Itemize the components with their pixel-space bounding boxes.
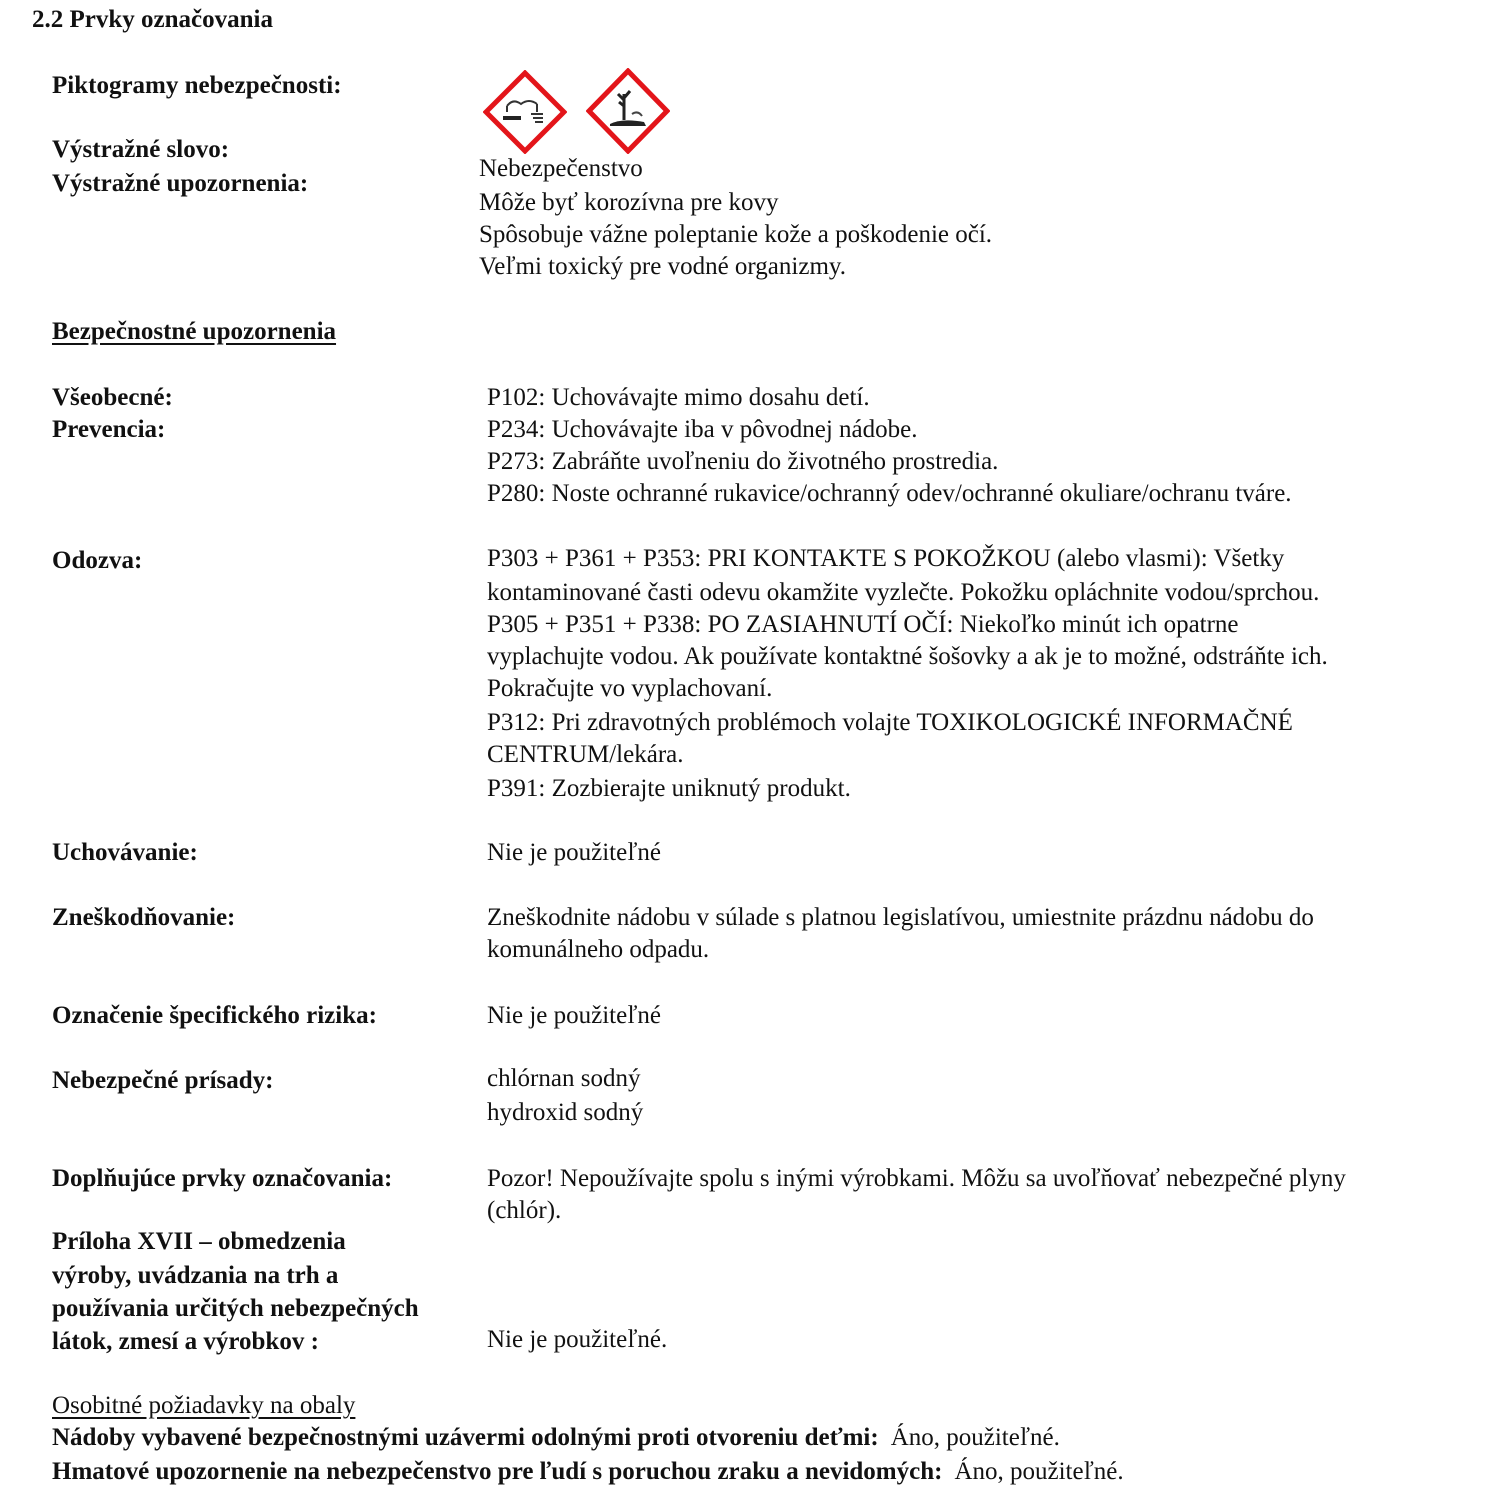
precautionary-statement: P234: Uchovávajte iba v pôvodnej nádobe.: [487, 416, 918, 443]
supplementary-label: Doplňujúce prvky označovania:: [52, 1165, 393, 1192]
prevention-label: Prevencia:: [52, 416, 166, 443]
signal-word-label: Výstražné slovo:: [52, 136, 230, 163]
disposal-line: Zneškodnite nádobu v súlade s platnou legislatívou, umiestnite prázdnu nádobu do: [487, 904, 1314, 931]
tactile-warning-value: Áno, použiteľné.: [954, 1458, 1124, 1485]
precautionary-statement: P273: Zabráňte uvoľneniu do životného prostredia.: [487, 448, 999, 475]
ingredient: chlórnan sodný: [487, 1065, 641, 1092]
response-line: P391: Zozbierajte uniknutý produkt.: [487, 775, 851, 802]
child-resistant-label: Nádoby vybavené bezpečnostnými uzávermi odolnými proti otvoreniu deťmi:: [52, 1424, 879, 1451]
general-label: Všeobecné:: [52, 384, 173, 411]
corrosion-pictogram-icon: [483, 70, 567, 154]
storage-label: Uchovávanie:: [52, 839, 198, 866]
tactile-warning-label: Hmatové upozornenie na nebezpečenstvo pre ľudí s poruchou zraku a nevidomých:: [52, 1458, 943, 1485]
section-title: 2.2 Prvky označovania: [32, 6, 273, 33]
signal-word-value: Nebezpečenstvo: [479, 155, 643, 182]
pictograms-label: Piktogramy nebezpečnosti:: [52, 72, 342, 99]
hazard-statement: Spôsobuje vážne poleptanie kože a poškodenie očí.: [479, 221, 993, 248]
annex-xvii-label: látok, zmesí a výrobkov :: [52, 1328, 319, 1355]
hazard-statement: Veľmi toxický pre vodné organizmy.: [479, 253, 847, 280]
response-line: CENTRUM/lekára.: [487, 741, 684, 768]
precautionary-statement: P102: Uchovávajte mimo dosahu detí.: [487, 384, 870, 411]
child-resistant-row: [52, 1424, 1060, 1452]
hazard-statements-label: Výstražné upozornenia:: [52, 170, 309, 197]
disposal-line: komunálneho odpadu.: [487, 936, 710, 963]
hazard-statement: Môže byť korozívna pre kovy: [479, 189, 779, 216]
response-label: Odozva:: [52, 547, 143, 574]
packaging-heading: Osobitné požiadavky na obaly: [52, 1392, 356, 1419]
tactile-warning-row: [52, 1458, 1124, 1486]
annex-xvii-label: Príloha XVII – obmedzenia: [52, 1228, 346, 1255]
storage-value: Nie je použiteľné: [487, 839, 661, 866]
response-line: Pokračujte vo vyplachovaní.: [487, 675, 773, 702]
annex-xvii-value: Nie je použiteľné.: [487, 1326, 668, 1353]
environment-pictogram-icon: [586, 68, 670, 154]
annex-xvii-label: výroby, uvádzania na trh a: [52, 1262, 339, 1289]
annex-xvii-label: používania určitých nebezpečných: [52, 1295, 419, 1322]
ingredient: hydroxid sodný: [487, 1099, 644, 1126]
precautionary-statement: P280: Noste ochranné rukavice/ochranný odev/ochranné okuliare/ochranu tváre.: [487, 480, 1292, 507]
specific-risk-label: Označenie špecifického rizika:: [52, 1002, 377, 1029]
specific-risk-value: Nie je použiteľné: [487, 1002, 661, 1029]
response-line: P303 + P361 + P353: PRI KONTAKTE S POKOŽKOU (alebo vlasmi): Všetky: [487, 545, 1285, 572]
response-line: P305 + P351 + P338: PO ZASIAHNUTÍ OČÍ: Niekoľko minút ich opatrne: [487, 611, 1239, 638]
response-line: P312: Pri zdravotných problémoch volajte TOXIKOLOGICKÉ INFORMAČNÉ: [487, 709, 1293, 736]
supplementary-line: (chlór).: [487, 1197, 562, 1224]
disposal-label: Zneškodňovanie:: [52, 904, 236, 931]
hazardous-ingredients-label: Nebezpečné prísady:: [52, 1067, 274, 1094]
response-line: vyplachujte vodou. Ak používate kontaktné šošovky a ak je to možné, odstráňte ich.: [487, 643, 1328, 670]
supplementary-line: Pozor! Nepoužívajte spolu s inými výrobkami. Môžu sa uvoľňovať nebezpečné plyny: [487, 1165, 1346, 1192]
precautionary-heading: Bezpečnostné upozornenia: [52, 318, 337, 345]
child-resistant-value: Áno, použiteľné.: [890, 1424, 1060, 1451]
response-line: kontaminované časti odevu okamžite vyzlečte. Pokožku opláchnite vodou/sprchou.: [487, 579, 1320, 606]
